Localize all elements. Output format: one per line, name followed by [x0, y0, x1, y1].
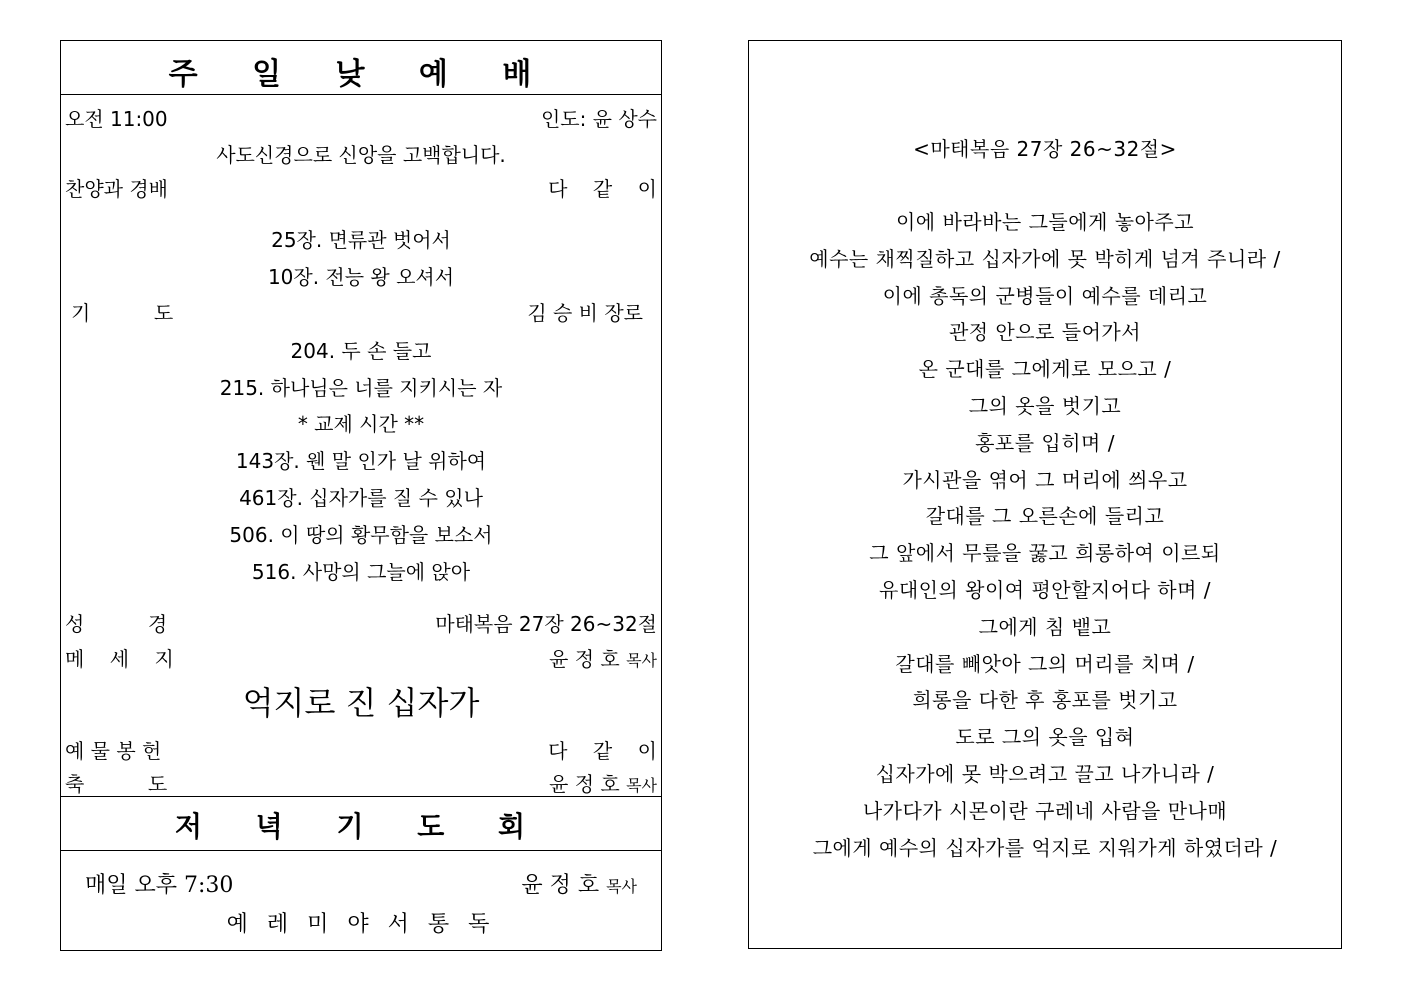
scripture-label: 성 경 — [65, 612, 168, 636]
verse-line: 갈대를 빼앗아 그의 머리를 치며 / — [895, 651, 1195, 676]
verse-line: 홍포를 입히며 / — [975, 430, 1115, 455]
hymn-item: 516. 사망의 그늘에 앉아 — [251, 560, 471, 584]
service-title: 주 일 낮 예 배 — [168, 57, 554, 92]
prayer-label: 기 도 — [71, 301, 174, 325]
verse-line: 희롱을 다한 후 홍포를 벗기고 — [912, 688, 1178, 713]
blessing-pastor: 윤 정 호 목사 — [549, 772, 657, 796]
scripture-panel — [748, 40, 1342, 949]
offering-who: 다 같 이 — [548, 739, 657, 763]
evening-reading: 예 레 미 야 서 통 독 — [226, 912, 496, 937]
praise-who: 다 같 이 — [548, 177, 657, 201]
verse-line: 가시관을 엮어 그 머리에 씌우고 — [902, 467, 1188, 492]
creed-line: 사도신경으로 신앙을 고백합니다. — [216, 143, 506, 167]
verse-line: 갈대를 그 오른손에 들리고 — [925, 504, 1165, 529]
verse-line: 도로 그의 옷을 입혀 — [955, 725, 1135, 750]
evening-prayer-title: 저 녁 기 도 회 — [174, 810, 548, 843]
divider — [61, 796, 661, 797]
praise-label: 찬양과 경배 — [65, 177, 168, 201]
hymn-item: 143장. 웬 말 인가 날 위하여 — [235, 449, 487, 473]
verse-line: 이에 총독의 군병들이 예수를 데리고 — [882, 283, 1208, 308]
worship-order-panel — [60, 40, 662, 951]
fellowship-time: * 교제 시간 ** — [297, 412, 425, 436]
verse-line: 그에게 예수의 십자가를 억지로 지워가게 하였더라 / — [812, 835, 1278, 860]
hymn-item: 215. 하나님은 너를 지키시는 자 — [219, 376, 503, 400]
blessing-label: 축 도 — [65, 772, 168, 796]
verse-line: 예수는 채찍질하고 십자가에 못 박히게 넘겨 주니라 / — [809, 246, 1281, 271]
evening-time: 매일 오후 7:30 — [85, 873, 234, 898]
service-leader: 인도: 윤 상수 — [540, 107, 657, 131]
evening-leader: 윤 정 호 목사 — [521, 873, 637, 898]
preacher: 윤 정 호 목사 — [549, 647, 657, 671]
hymn-item: 461장. 십자가를 질 수 있나 — [239, 486, 483, 510]
verse-line: 그에게 침 뱉고 — [978, 614, 1112, 639]
offering-label: 예 물 봉 헌 — [65, 739, 162, 763]
sermon-title: 억지로 진 십자가 — [242, 684, 480, 722]
hymn-item: 506. 이 땅의 황무함을 보소서 — [229, 523, 493, 547]
scripture-reference: <마태복음 27장 26~32절> — [913, 137, 1177, 161]
verse-line: 나가다가 시몬이란 구레네 사람을 만나매 — [862, 798, 1228, 823]
divider — [61, 850, 661, 851]
verse-line: 온 군대를 그에게로 모으고 / — [918, 357, 1172, 382]
scripture-ref: 마태복음 27장 26~32절 — [435, 612, 657, 636]
verse-line: 이에 바라바는 그들에게 놓아주고 — [895, 210, 1195, 234]
verse-line: 그의 옷을 벗기고 — [968, 394, 1122, 418]
hymn-item: 10장. 전능 왕 오셔서 — [267, 265, 455, 289]
prayer-who: 김 승 비 장로 — [527, 301, 643, 325]
hymn-item: 204. 두 손 들고 — [290, 339, 432, 363]
verse-line: 관정 안으로 들어가서 — [948, 320, 1142, 345]
verse-line: 유대인의 왕이여 평안할지어다 하며 / — [879, 578, 1211, 602]
service-time: 오전 11:00 — [65, 107, 168, 131]
divider — [61, 94, 661, 95]
hymn-item: 25장. 면류관 벗어서 — [271, 228, 451, 252]
message-label: 메 세 지 — [65, 647, 174, 671]
verse-line: 십자가에 못 박으려고 끌고 나가니라 / — [875, 762, 1215, 786]
verse-line: 그 앞에서 무릎을 꿇고 희롱하여 이르되 — [869, 541, 1221, 566]
